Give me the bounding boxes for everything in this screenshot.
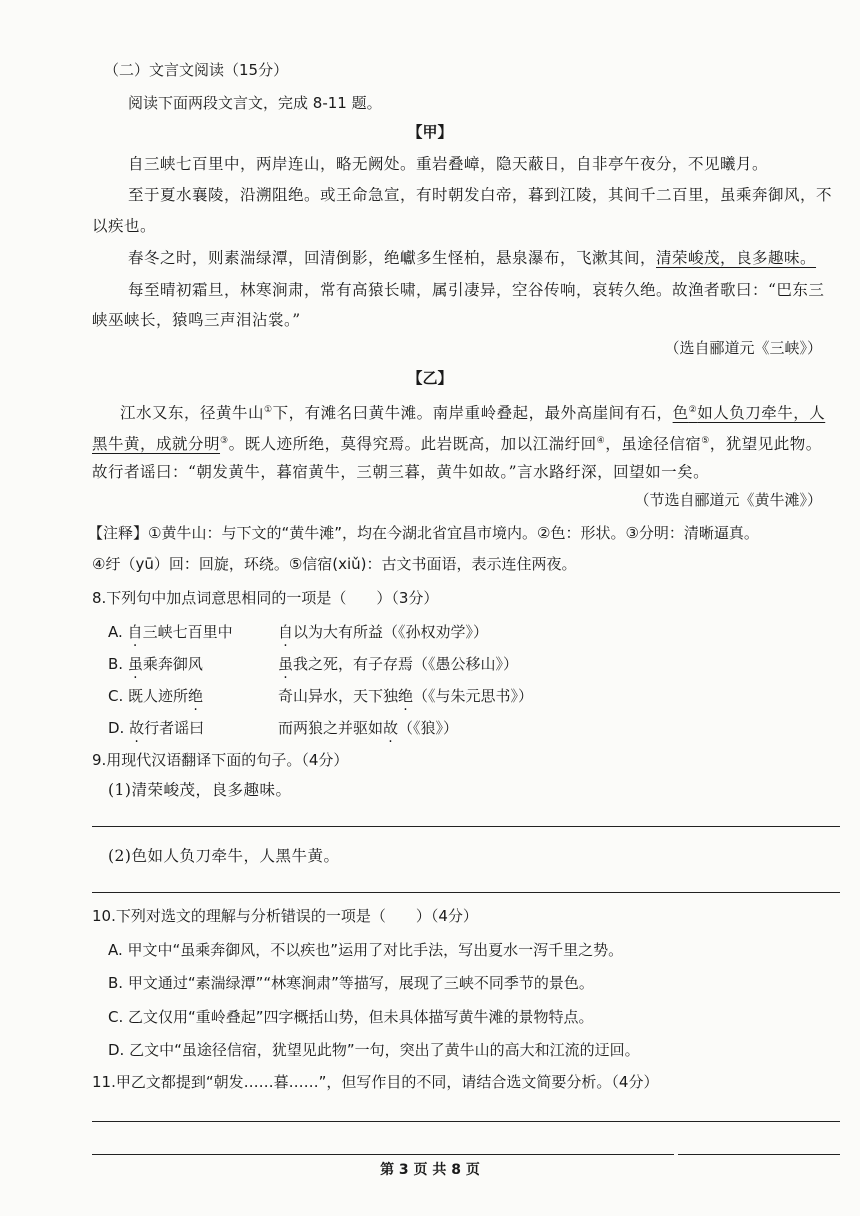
q8-option-c: C. 既人迹所绝: [108, 687, 204, 705]
passage-jia-label: 【甲】: [407, 123, 453, 141]
passage-jia-source: （选自郦道元《三峡》）: [664, 339, 822, 357]
passage-yi-line: 黑牛黄，成就分明③。既人迹所绝，莫得究焉。此岩既高，加以江湍纡回④，虽途径信宿⑤，犹望见此物。: [92, 435, 822, 454]
q10-option-c: C. 乙文仅用“重岭叠起”四字概括山势，但未具体描写黄牛滩的景物特点。: [108, 1008, 594, 1026]
notes-line: ④纡（yū）回：回旋，环绕。⑤信宿(xiǔ)：古文书面语，表示连住两夜。: [92, 555, 577, 573]
passage-jia-line: 春冬之时，则素湍绿潭，回清倒影，绝巘多生怪柏，悬泉瀑布，飞漱其间，清荣峻茂，良多趣味。: [128, 249, 817, 267]
q8-option-a-compare: 自以为大有所益（《孙权劝学》）: [278, 623, 489, 641]
answer-line[interactable]: [92, 1121, 840, 1122]
question-8-stem: 8.下列句中加点词意思相同的一项是（ ）（3分）: [92, 589, 439, 607]
q10-option-d: D. 乙文中“虽途径信宿，犹望见此物”一句，突出了黄牛山的高大和江流的迂回。: [108, 1041, 640, 1059]
q8-option-a: A. 自三峡七百里中: [108, 623, 233, 641]
q10-option-b: B. 甲文通过“素湍绿潭”“林寒涧肃”等描写，展现了三峡不同季节的景色。: [108, 974, 594, 992]
notes-line: 【注释】①黄牛山：与下文的“黄牛滩”，均在今湖北省宜昌市境内。②色：形状。③分明：清晰逼真。: [88, 524, 759, 542]
q9-sentence-2: (2)色如人负刀牵牛，人黑牛黄。: [108, 847, 340, 865]
passage-jia-line: 至于夏水襄陵，沿溯阻绝。或王命急宣，有时朝发白帝，暮到江陵，其间千二百里，虽乘奔御风，不: [128, 186, 833, 204]
answer-line[interactable]: [92, 892, 840, 893]
q10-option-a: A. 甲文中“虽乘奔御风，不以疾也”运用了对比手法，写出夏水一泻千里之势。: [108, 941, 624, 959]
underlined-sentence: 黑牛黄，成就分明: [92, 435, 221, 454]
passage-yi-source: （节选自郦道元《黄牛滩》）: [634, 491, 822, 509]
question-11-stem: 11.甲乙文都提到“朝发……暮……”，但写作目的不同，请结合选文简要分析。（4分）: [92, 1073, 659, 1091]
section-heading: （二）文言文阅读（15分）: [104, 61, 289, 79]
answer-line[interactable]: [92, 826, 840, 827]
passage-jia-line: 每至晴初霜旦，林寒涧肃，常有高猿长啸，属引凄异，空谷传响，哀转久绝。故渔者歌曰：“巴东三: [128, 281, 825, 299]
q8-option-c-compare: 奇山异水，天下独绝（《与朱元思书》）: [278, 687, 534, 705]
answer-line[interactable]: [92, 1154, 674, 1155]
q8-option-d-compare: 而两狼之并驱如故（《狼》）: [278, 719, 459, 737]
q8-option-b: B. 虽乘奔御风: [108, 655, 203, 673]
question-9-stem: 9.用现代汉语翻译下面的句子。（4分）: [92, 751, 349, 769]
question-10-stem: 10.下列对选文的理解与分析错误的一项是（ ）（4分）: [92, 907, 478, 925]
q8-option-b-compare: 虽我之死，有子存焉（《愚公移山》）: [278, 655, 519, 673]
passage-jia-line: 自三峡七百里中，两岸连山，略无阙处。重岩叠嶂，隐天蔽日，自非亭午夜分，不见曦月。: [128, 155, 769, 173]
passage-yi-label: 【乙】: [407, 369, 453, 387]
passage-jia-line: 以疾也。: [92, 217, 157, 235]
passage-jia-line: 峡巫峡长，猿鸣三声泪沾裳。”: [92, 311, 301, 329]
passage-yi-line: 故行者谣曰：“朝发黄牛，暮宿黄牛，三朝三暮，黄牛如故。”言水路纡深，回望如一矣。: [92, 463, 710, 481]
answer-line[interactable]: [678, 1154, 840, 1155]
page-footer: 第 3 页 共 8 页: [380, 1162, 480, 1178]
section-instruction: 阅读下面两段文言文，完成 8-11 题。: [128, 94, 382, 112]
passage-yi-line: 江水又东，径黄牛山①下，有滩名曰黄牛滩。南岸重岭叠起，最外高崖间有石，色②如人负刀牵牛，人: [120, 404, 826, 423]
q8-option-d: D. 故行者谣曰: [108, 719, 205, 737]
underlined-sentence: 色②如人负刀牵牛，人: [672, 404, 826, 423]
underlined-sentence: 清荣峻茂，良多趣味。: [656, 249, 817, 267]
q9-sentence-1: (1)清荣峻茂，良多趣味。: [108, 781, 292, 799]
